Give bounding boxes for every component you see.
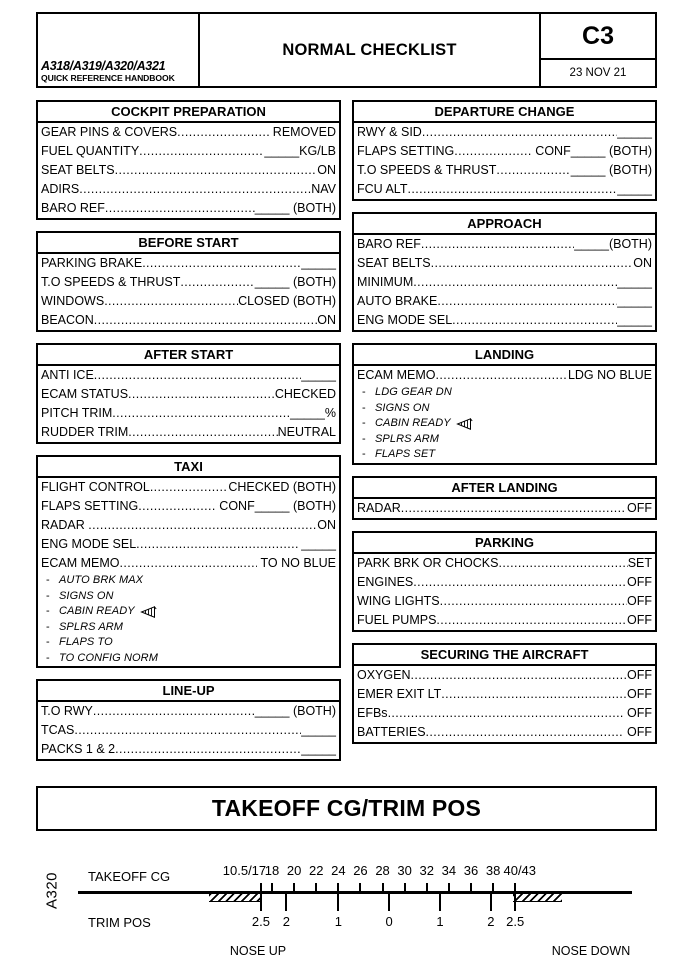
dot-leader bbox=[142, 254, 301, 273]
page-title: NORMAL CHECKLIST bbox=[282, 40, 457, 59]
checklist-item bbox=[354, 254, 655, 273]
cg-tick bbox=[315, 883, 317, 892]
cg-tick bbox=[260, 883, 262, 892]
section-title: APPROACH bbox=[354, 214, 655, 235]
memo-dash: - bbox=[46, 620, 50, 633]
checklist-item bbox=[354, 161, 655, 180]
memo-text: SIGNS ON bbox=[375, 401, 430, 414]
section-approach bbox=[352, 212, 657, 332]
item-value: _____ bbox=[617, 125, 652, 139]
cg-tick bbox=[382, 883, 384, 892]
trim-tick bbox=[514, 893, 516, 911]
item-value: CHECKED (BOTH) bbox=[228, 480, 336, 494]
header-aircraft-block bbox=[38, 14, 200, 86]
trim-tick bbox=[260, 893, 262, 911]
item-value: REMOVED bbox=[269, 125, 336, 139]
checklist-item bbox=[354, 292, 655, 311]
dot-leader bbox=[441, 685, 627, 704]
dot-leader bbox=[94, 311, 317, 330]
memo-subitem bbox=[354, 385, 655, 401]
item-value: _____ bbox=[297, 537, 336, 551]
section-line-up bbox=[36, 679, 341, 761]
checklist-item bbox=[354, 704, 655, 723]
item-value: CHECKED bbox=[274, 387, 336, 401]
item-value: _____ (BOTH) bbox=[570, 163, 652, 177]
memo-dash: - bbox=[362, 386, 366, 398]
item-label: BATTERIES bbox=[357, 724, 426, 739]
dot-leader bbox=[411, 666, 628, 685]
item-value: _____ bbox=[301, 742, 336, 756]
cg-tick-label: 40/43 bbox=[503, 863, 537, 878]
trim-pos-axis-label: TRIM POS bbox=[88, 915, 151, 930]
section-departure-change bbox=[352, 100, 657, 201]
dot-leader bbox=[112, 404, 290, 423]
memo-text: CABIN READY bbox=[59, 605, 135, 617]
item-value: _____ (BOTH) bbox=[254, 201, 336, 215]
checklist-item bbox=[354, 123, 655, 142]
section-title: PARKING bbox=[354, 533, 655, 554]
item-value: OFF bbox=[623, 705, 652, 720]
checklist-item bbox=[38, 199, 339, 218]
section-cockpit-preparation bbox=[36, 100, 341, 220]
item-label: RADAR bbox=[41, 518, 89, 532]
checklist-item bbox=[38, 161, 339, 180]
dot-leader bbox=[452, 311, 617, 330]
item-value: _____ bbox=[301, 256, 336, 270]
item-value: OFF bbox=[627, 612, 652, 627]
dot-leader bbox=[413, 273, 617, 292]
dot-leader bbox=[426, 723, 624, 742]
page-code: C3 bbox=[541, 14, 655, 60]
dot-leader bbox=[431, 254, 634, 273]
item-label: PARK BRK OR CHOCKS bbox=[357, 555, 499, 570]
item-label: FUEL PUMPS bbox=[357, 612, 437, 627]
item-label: PITCH TRIM bbox=[41, 406, 113, 420]
item-label: ECAM MEMO bbox=[41, 556, 120, 570]
memo-subitem bbox=[38, 620, 339, 636]
checklist-item bbox=[38, 721, 339, 740]
handbook-name: QUICK REFERENCE HANDBOOK bbox=[41, 73, 175, 83]
dot-leader bbox=[93, 702, 255, 721]
item-label: FLAPS SETTING bbox=[41, 499, 139, 513]
item-label: ENG MODE SEL bbox=[357, 313, 453, 327]
memo-dash: - bbox=[46, 589, 50, 602]
memo-text: LDG GEAR DN bbox=[375, 386, 452, 398]
memo-text: FLAPS SET bbox=[375, 448, 436, 460]
dot-leader bbox=[104, 292, 238, 311]
dot-leader bbox=[421, 235, 574, 254]
checklist-item bbox=[354, 685, 655, 704]
checklist-item bbox=[354, 573, 655, 592]
cg-tick-label: 18 bbox=[264, 863, 280, 878]
checklist-item bbox=[354, 273, 655, 292]
memo-text: TO CONFIG NORM bbox=[59, 651, 158, 664]
memo-subitem bbox=[38, 651, 339, 667]
checklist-item bbox=[38, 273, 339, 292]
cg-tick-label: 34 bbox=[441, 863, 457, 878]
memo-dash: - bbox=[362, 432, 366, 445]
item-label: RWY & SID bbox=[357, 125, 422, 139]
checklist-columns bbox=[36, 100, 657, 772]
section-title: TAXI bbox=[38, 457, 339, 478]
cabin-call-icon bbox=[140, 606, 157, 618]
item-label: WING LIGHTS bbox=[357, 593, 440, 608]
memo-text: SIGNS ON bbox=[59, 589, 114, 602]
checklist-item bbox=[38, 740, 339, 759]
item-value: _____ (BOTH) bbox=[254, 704, 336, 718]
page-header bbox=[36, 12, 657, 88]
item-value: ON bbox=[317, 518, 336, 532]
item-value: OFF bbox=[623, 500, 652, 515]
memo-subitem bbox=[354, 432, 655, 448]
item-label: WINDOWS bbox=[41, 294, 105, 308]
item-label: ANTI ICE bbox=[41, 368, 94, 382]
trim-tick-label: 0 bbox=[385, 914, 393, 929]
section-after-start bbox=[36, 343, 341, 444]
trim-tick-label: 1 bbox=[436, 914, 444, 929]
item-label: TCAS bbox=[41, 723, 75, 737]
memo-text: FLAPS TO bbox=[59, 636, 113, 648]
header-code-block bbox=[541, 14, 655, 86]
item-value: ON bbox=[633, 256, 652, 270]
aircraft-models: A318/A319/A320/A321 bbox=[41, 59, 166, 73]
hatched-zone-left bbox=[209, 894, 260, 902]
item-label: ECAM MEMO bbox=[357, 368, 436, 382]
cg-tick-label: 36 bbox=[463, 863, 479, 878]
item-value: _____% bbox=[290, 406, 336, 420]
checklist-column-right bbox=[352, 100, 657, 755]
item-value: _____ bbox=[301, 723, 336, 737]
memo-text: AUTO BRK MAX bbox=[59, 574, 144, 586]
cabin-call-icon bbox=[456, 418, 473, 430]
item-label: T.O RWY bbox=[41, 704, 93, 718]
item-label: PACKS 1 & 2 bbox=[41, 742, 116, 756]
item-value: OFF bbox=[623, 724, 652, 739]
checklist-item bbox=[354, 311, 655, 330]
trim-tick bbox=[439, 893, 441, 911]
checklist-item bbox=[354, 723, 655, 742]
dot-leader bbox=[454, 142, 532, 161]
checklist-item bbox=[354, 592, 655, 611]
section-securing-the-aircraft bbox=[352, 643, 657, 744]
takeoff-cg-trim-pos-box bbox=[36, 786, 657, 831]
item-value: NEUTRAL bbox=[277, 425, 336, 439]
item-value: ON bbox=[317, 163, 336, 177]
cg-tick-label: 38 bbox=[485, 863, 501, 878]
dot-leader bbox=[115, 740, 301, 759]
revision-date: 23 NOV 21 bbox=[569, 67, 627, 80]
item-value: OFF bbox=[627, 667, 652, 682]
item-value: TO NO BLUE bbox=[257, 556, 336, 570]
memo-dash: - bbox=[46, 574, 50, 586]
checklist-item bbox=[354, 366, 655, 385]
memo-subitem bbox=[38, 635, 339, 651]
item-value: _____(BOTH) bbox=[574, 237, 652, 251]
section-landing bbox=[352, 343, 657, 465]
checklist-item bbox=[38, 292, 339, 311]
item-value: SET bbox=[627, 555, 652, 570]
item-value: OFF bbox=[627, 593, 652, 608]
item-label: T.O SPEEDS & THRUST bbox=[357, 163, 497, 177]
dot-leader bbox=[94, 366, 301, 385]
memo-dash: - bbox=[46, 605, 50, 617]
dot-leader bbox=[136, 535, 298, 554]
cg-tick-label: 10.5/17 bbox=[222, 863, 267, 878]
item-value: OFF bbox=[627, 574, 652, 589]
item-value: _____ bbox=[617, 275, 652, 289]
checklist-column-left bbox=[36, 100, 341, 772]
memo-subitem bbox=[354, 447, 655, 463]
item-label: GEAR PINS & COVERS bbox=[41, 125, 178, 139]
item-value: _____ (BOTH) bbox=[254, 275, 336, 289]
item-value: _____ bbox=[617, 294, 652, 308]
dot-leader bbox=[407, 180, 617, 199]
dot-leader bbox=[435, 366, 567, 385]
item-value: OFF bbox=[627, 686, 652, 701]
checklist-item bbox=[38, 385, 339, 404]
dot-leader bbox=[128, 423, 277, 442]
memo-subitem bbox=[38, 573, 339, 589]
item-value: _____KG/LB bbox=[264, 144, 336, 158]
checklist-item bbox=[354, 235, 655, 254]
item-label: BARO REF bbox=[41, 201, 105, 215]
section-taxi bbox=[36, 455, 341, 668]
checklist-item bbox=[38, 180, 339, 199]
item-label: BARO REF bbox=[357, 237, 421, 251]
cg-tick bbox=[337, 883, 339, 892]
dot-leader bbox=[388, 704, 624, 723]
cg-tick bbox=[271, 883, 273, 892]
dot-leader bbox=[496, 161, 570, 180]
memo-subitem bbox=[354, 416, 655, 432]
item-label: RADAR bbox=[357, 500, 401, 515]
dot-leader bbox=[88, 516, 317, 535]
checklist-item bbox=[38, 123, 339, 142]
item-value: _____ bbox=[617, 182, 652, 196]
dot-leader bbox=[177, 123, 269, 142]
section-title: AFTER LANDING bbox=[354, 478, 655, 499]
dot-leader bbox=[413, 573, 627, 592]
dot-leader bbox=[138, 497, 216, 516]
section-title: DEPARTURE CHANGE bbox=[354, 102, 655, 123]
item-label: BEACON bbox=[41, 313, 94, 327]
item-label: T.O SPEEDS & THRUST bbox=[41, 275, 181, 289]
item-label: FCU ALT bbox=[357, 182, 408, 196]
memo-text: SPLRS ARM bbox=[59, 620, 124, 633]
checklist-item bbox=[38, 423, 339, 442]
item-label: SEAT BELTS bbox=[357, 256, 431, 270]
dot-leader bbox=[401, 499, 624, 518]
takeoff-cg-axis-label: TAKEOFF CG bbox=[88, 869, 171, 884]
cg-tick bbox=[470, 883, 472, 892]
header-title-block bbox=[200, 14, 541, 86]
item-label: FUEL QUANTITY bbox=[41, 144, 140, 158]
section-title: SECURING THE AIRCRAFT bbox=[354, 645, 655, 666]
section-title: AFTER START bbox=[38, 345, 339, 366]
cg-tick-label: 30 bbox=[397, 863, 412, 878]
takeoff-cg-trim-pos-title: TAKEOFF CG/TRIM POS bbox=[211, 795, 482, 821]
checklist-item bbox=[38, 516, 339, 535]
cg-tick bbox=[448, 883, 450, 892]
trim-tick bbox=[337, 893, 339, 911]
dot-leader bbox=[139, 142, 264, 161]
checklist-item bbox=[354, 611, 655, 630]
memo-subitem bbox=[38, 589, 339, 605]
item-value: CONF_____ (BOTH) bbox=[531, 144, 652, 158]
checklist-item bbox=[38, 254, 339, 273]
item-label: AUTO BRAKE bbox=[357, 294, 438, 308]
item-label: SEAT BELTS bbox=[41, 163, 115, 177]
dot-leader bbox=[128, 385, 275, 404]
checklist-item bbox=[38, 142, 339, 161]
trim-tick bbox=[285, 893, 287, 911]
item-value: _____ bbox=[301, 368, 336, 382]
memo-text: SPLRS ARM bbox=[375, 432, 440, 445]
item-label: FLAPS SETTING bbox=[357, 144, 455, 158]
trim-position-diagram bbox=[36, 853, 657, 967]
memo-dash: - bbox=[362, 448, 366, 460]
dot-leader bbox=[79, 180, 311, 199]
item-label: EMER EXIT LT bbox=[357, 686, 442, 701]
nose-up-label: NOSE UP bbox=[229, 944, 287, 958]
item-label: EFBs bbox=[357, 705, 388, 720]
dot-leader bbox=[105, 199, 255, 218]
dot-leader bbox=[119, 554, 257, 573]
item-label: ENG MODE SEL bbox=[41, 537, 137, 551]
item-value: _____ bbox=[617, 313, 652, 327]
section-title: LANDING bbox=[354, 345, 655, 366]
checklist-item bbox=[38, 554, 339, 573]
cg-tick bbox=[359, 883, 361, 892]
item-value: NAV bbox=[311, 182, 336, 196]
memo-dash: - bbox=[46, 636, 50, 648]
item-label: FLIGHT CONTROL bbox=[41, 480, 150, 494]
checklist-item bbox=[354, 554, 655, 573]
dot-leader bbox=[422, 123, 617, 142]
item-label: ADIRS bbox=[41, 182, 80, 196]
dot-leader bbox=[498, 554, 627, 573]
cg-tick bbox=[426, 883, 428, 892]
checklist-item bbox=[354, 180, 655, 199]
cg-tick bbox=[492, 883, 494, 892]
trim-tick-label: 2.5 bbox=[506, 914, 525, 929]
item-label: PARKING BRAKE bbox=[41, 256, 143, 270]
memo-dash: - bbox=[46, 651, 50, 664]
dot-leader bbox=[440, 592, 627, 611]
memo-dash: - bbox=[362, 417, 366, 429]
trim-tick-label: 2.5 bbox=[251, 914, 270, 929]
cg-tick-label: 24 bbox=[331, 863, 346, 878]
dot-leader bbox=[180, 273, 254, 292]
cg-tick bbox=[293, 883, 295, 892]
checklist-item bbox=[354, 142, 655, 161]
cg-tick bbox=[404, 883, 406, 892]
memo-subitem bbox=[354, 401, 655, 417]
section-title: COCKPIT PREPARATION bbox=[38, 102, 339, 123]
memo-text: CABIN READY bbox=[375, 417, 451, 429]
trim-tick-label: 1 bbox=[334, 914, 342, 929]
checklist-item bbox=[354, 499, 655, 518]
cg-tick-label: 32 bbox=[419, 863, 434, 878]
trim-tick bbox=[388, 893, 390, 911]
item-value: CLOSED (BOTH) bbox=[238, 294, 336, 308]
checklist-item bbox=[38, 311, 339, 330]
cg-tick bbox=[514, 883, 516, 892]
item-value: ON bbox=[317, 313, 336, 327]
diagram-aircraft-label: A320 bbox=[43, 871, 61, 910]
nose-down-label: NOSE DOWN bbox=[551, 944, 631, 958]
dot-leader bbox=[150, 478, 229, 497]
cg-tick-label: 22 bbox=[308, 863, 324, 878]
checklist-item bbox=[38, 366, 339, 385]
trim-tick-label: 2 bbox=[487, 914, 495, 929]
trim-tick-label: 2 bbox=[282, 914, 290, 929]
item-label: ECAM STATUS bbox=[41, 387, 129, 401]
section-parking bbox=[352, 531, 657, 632]
item-label: RUDDER TRIM bbox=[41, 425, 129, 439]
section-title: BEFORE START bbox=[38, 233, 339, 254]
cg-tick-label: 26 bbox=[353, 863, 368, 878]
item-value: LDG NO BLUE bbox=[567, 368, 652, 382]
item-label: OXYGEN bbox=[357, 667, 411, 682]
dot-leader bbox=[437, 292, 617, 311]
dot-leader bbox=[74, 721, 301, 740]
item-label: ENGINES bbox=[357, 574, 414, 589]
dot-leader bbox=[115, 161, 318, 180]
dot-leader bbox=[436, 611, 627, 630]
hatched-zone-right bbox=[513, 894, 562, 902]
checklist-item bbox=[38, 478, 339, 497]
checklist-item bbox=[38, 497, 339, 516]
section-title: LINE-UP bbox=[38, 681, 339, 702]
memo-subitem bbox=[38, 604, 339, 620]
checklist-item bbox=[38, 702, 339, 721]
trim-tick bbox=[490, 893, 492, 911]
item-value: CONF_____ (BOTH) bbox=[215, 499, 336, 513]
checklist-item bbox=[354, 666, 655, 685]
section-after-landing bbox=[352, 476, 657, 520]
section-before-start bbox=[36, 231, 341, 332]
checklist-item bbox=[38, 535, 339, 554]
cg-tick-label: 20 bbox=[286, 863, 302, 878]
checklist-item bbox=[38, 404, 339, 423]
cg-tick-label: 28 bbox=[375, 863, 390, 878]
item-label: MINIMUM bbox=[357, 275, 414, 289]
memo-dash: - bbox=[362, 401, 366, 414]
